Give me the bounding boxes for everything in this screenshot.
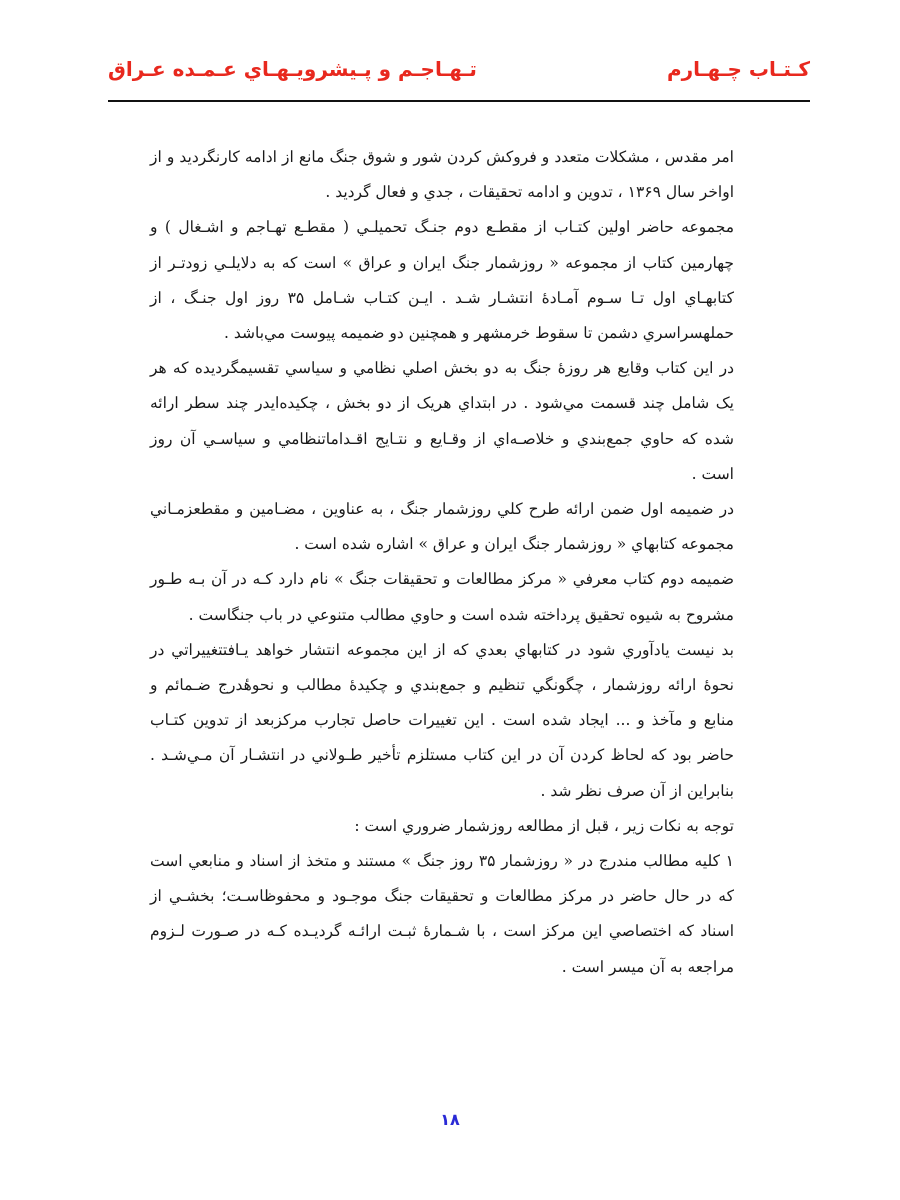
page-header: [108, 52, 810, 102]
paragraph: در ضميمه اول ضمن ارائه طرح كلي روزشمار جنگ ، به عناوين ، مضـامين و مقطعزمـاني مجموعه كتابهاي « روزشمار جنگ ايران و عراق » اشاره شده است .: [150, 500, 734, 554]
paragraph: ۱ كليه مطالب مندرج در « روزشمار ۳۵ روز جنگ » مستند و متخذ از اسناد و منابعي است كه در حال حاضر در مركز مطالعات و تحقيقات جنگ موجـود و محفوظاسـت؛ بخشـي از اسناد كه اختصاصي اين مركز است ، با شـمارهٔ ثبـت ارائـه گرديـده كـه در صـورت لـزوم مراجعه به آن ميسر است .: [150, 852, 734, 976]
page-number: ۱۸: [440, 1110, 460, 1129]
paragraph: توجه به نكات زير ، قبل از مطالعه روزشمار ضروري است :: [354, 816, 734, 835]
book-title: كـتـاب چـهـارم: [666, 57, 810, 81]
paragraph: ضميمه دوم كتاب معرفي « مركز مطالعات و تحقيقات جنگ » نام دارد كـه در آن بـه طـور مشروح به شيوه تحقيق پرداخته شده است و حاوي مطالب متنوعي در باب جنگاست .: [150, 570, 734, 624]
paragraph: مجموعه حاضر اولين كتـاب از مقطـع دوم جنـگ تحميلـي ( مقطـع تهـاجم و اشـغال ) و چهارمين كتاب از مجموعه « روزشمار جنگ ايران و عراق » است كه به دلايلـي زودتـر از كتابهـاي اول تـا سـوم آمـادهٔ انتشـار شـد . ايـن كتـاب شـامل ۳۵ روز اول جنـگ ، از حملهسراسري دشمن تا سقوط خرمشهر و همچنين دو ضميمه پيوست مي‌باشد .: [150, 218, 734, 343]
body-text: [150, 140, 734, 985]
paragraph: بد نيست يادآوري شود در كتابهاي بعدي كه از اين مجموعه انتشار خواهد يـافتتغييراتي در نحوهٔ ارائه روزشمار ، چگونگي تنظيم و جمع‌بندي و چكيدهٔ مطالب و نحوهٔدرج ضـمائم و منابع و مآخذ و ... ايجاد شده است . اين تغييرات حاصل تجارب مركزبعد از تدوين كتـاب حاضر بود كه لحاظ كردن آن در اين كتاب مستلزم تأخير طـولاني در انتشـار آن مـي‌شـد . بنابراين از آن صرف نظر شد .: [150, 640, 734, 800]
paragraph: امر مقدس ، مشكلات متعدد و فروكش كردن شور و شوق جنگ مانع از ادامه كارنگرديد و از اواخر سال ۱۳۶۹ ، تدوين و ادامه تحقيقات ، جدي و فعال گرديد .: [150, 148, 734, 202]
paragraph: در اين كتاب وقايع هر روزهٔ جنگ به دو بخش اصلي نظامي و سياسي تقسيمگرديده كه هر يک شامل چند قسمت مي‌شود . در ابتداي هريک از دو بخش ، چكيده‌ايدر چند سطر ارائه شده كه حاوي جمع‌بندي و خلاصـه‌اي از وقـايع و نتـايج اقـداماتنظامي و سياسـي آن روز است .: [150, 359, 734, 483]
chapter-subject-title: تـهـاجـم و پـيشرويـهـاي عـمـده عـراق: [108, 57, 477, 81]
